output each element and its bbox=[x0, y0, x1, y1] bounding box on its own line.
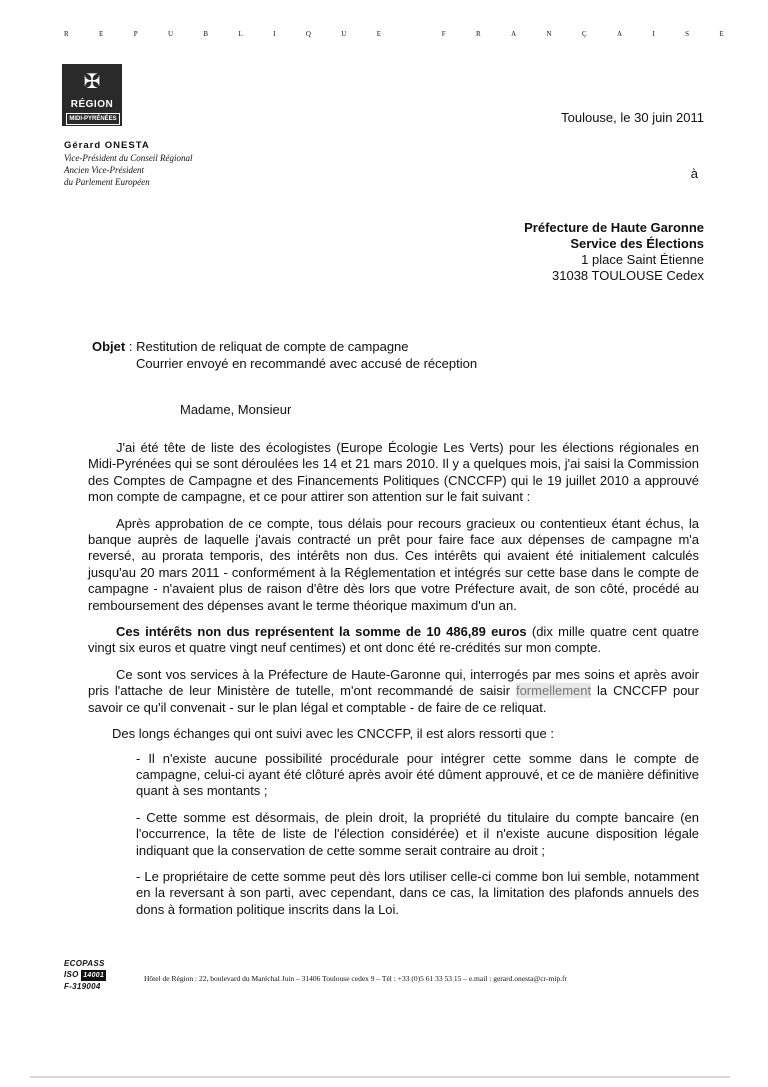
republic-letter: I bbox=[273, 30, 276, 38]
paragraph: Des longs échanges qui ont suivi avec les CNCCFP, il est alors ressorti que : bbox=[112, 726, 554, 742]
amount-statement: Ces intérêts non dus représentent la somme de 10 486,89 euros bbox=[116, 624, 527, 640]
list-item: - Le propriétaire de cette somme peut dès lors utiliser celle-ci comme bon lui semble, notamment en la reversant à son parti, avec cependant, dans ce cas, la limitation des plafonds annuels des dons à formation politique inscrits dans la Loi. bbox=[136, 868, 699, 917]
republic-letter: B bbox=[203, 30, 209, 38]
republique-francaise-header bbox=[64, 30, 724, 38]
paragraph: J'ai été tête de liste des écologistes (Europe Écologie Les Verts) pour les élections régionales en Midi-Pyrénées qui se sont déroulées les 14 et 21 mars 2010. Il y a quelques mois, j'ai saisi la Commission des Comptes de Campagne et des Financements Politiques (CNCCFP) qui le 19 juillet 2010 a approuvé mon compte de campagne, et ce pour attirer son attention sur le fait suivant : bbox=[88, 440, 699, 505]
iso-label: ISO bbox=[64, 970, 79, 979]
republic-letter: N bbox=[546, 30, 552, 38]
paragraph bbox=[88, 667, 699, 716]
sender-name: Gérard ONESTA bbox=[64, 140, 150, 151]
republic-letter: R bbox=[64, 30, 69, 38]
republic-letter: E bbox=[719, 30, 724, 38]
republic-letter: U bbox=[167, 30, 174, 38]
sender-role: Vice-Président du Conseil Régional bbox=[64, 153, 193, 163]
republic-letter: P bbox=[133, 30, 138, 38]
object-line-1: : Restitution de reliquat de compte de campagne bbox=[125, 339, 409, 354]
recipient-line: 1 place Saint Étienne bbox=[581, 252, 704, 267]
recipient-line: 31038 TOULOUSE Cedex bbox=[552, 268, 704, 283]
sender-block bbox=[64, 140, 193, 188]
republic-letter: L bbox=[238, 30, 243, 38]
greeting: Madame, Monsieur bbox=[180, 402, 292, 417]
paragraph-part: Ce sont vos services à la Préfecture de Haute-Garonne qui, interrogés par mes soins et après avoir pris l'attache de leur Ministère de tutelle, m'ont recommandé de saisir bbox=[88, 666, 699, 699]
object-line-2: Courrier envoyé en recommandé avec accusé de réception bbox=[136, 356, 478, 371]
list-item: - Cette somme est désormais, de plein droit, la propriété du titulaire du compte bancaire (en l'occurrence, la tête de liste de l'élection considérée) et il n'existe aucune disposition légale indiquant que la conservation de cette somme serait contraire au droit ; bbox=[136, 809, 699, 858]
footer-address: Hôtel de Région : 22, boulevard du Maréchal Juin – 31406 Toulouse cedex 9 – Tél : +33 (0)5 61 33 53 15 – e.mail : gerard.onesta@cr-mip.fr bbox=[144, 974, 568, 983]
recipient-line: Préfecture de Haute Garonne bbox=[524, 220, 704, 235]
letter-body bbox=[88, 440, 699, 928]
to-mark: à bbox=[690, 166, 698, 181]
amount-detail: (dix mille quatre cent quatre vingt six euros et quatre vingt neuf centimes) et ont donc été re-crédités sur mon compte. bbox=[88, 624, 700, 656]
republic-letter: I bbox=[652, 30, 655, 38]
paragraph-part: la CNCCFP pour savoir ce qu'il convenait - sur le plan légal et comptable - de faire de ce reliquat. bbox=[88, 683, 699, 715]
republic-letter: R bbox=[476, 30, 481, 38]
logo-subtitle: MIDI-PYRÉNÉES bbox=[66, 113, 120, 125]
republic-letter: E bbox=[99, 30, 104, 38]
republic-letter: A bbox=[511, 30, 517, 38]
iso-number: 14001 bbox=[83, 972, 105, 979]
republic-letter: U bbox=[341, 30, 347, 38]
findings-list bbox=[88, 751, 699, 919]
republic-letter: A bbox=[617, 30, 623, 38]
logo-title: RÉGION bbox=[70, 99, 114, 110]
ecopass-label: ECOPASS bbox=[64, 959, 105, 968]
republic-letter: Ç bbox=[581, 30, 587, 38]
republic-letter: E bbox=[376, 30, 381, 38]
recipient-block bbox=[524, 220, 704, 284]
object-label: Objet bbox=[92, 339, 126, 354]
sender-role: Ancien Vice-Président bbox=[64, 165, 145, 175]
republic-letter: F bbox=[441, 30, 446, 38]
republic-letter: Q bbox=[305, 30, 311, 38]
scan-artifact bbox=[30, 1076, 730, 1078]
object-block bbox=[92, 338, 477, 372]
republic-letter: S bbox=[685, 30, 690, 38]
paragraph: Après approbation de ce compte, tous délais pour recours gracieux ou contentieux étant échus, la banque auprès de laquelle j'avais contracté un prêt pour faire face aux dépenses de campagne m'a reversé, au prorata temporis, des intérêts non dus. Ces intérêts qui avaient été initialement calculés jusqu'au 20 mars 2011 - conformément à la Réglementation et intégrés sur cette base dans le compte de campagne - n'avaient plus de raison d'être dès lors que votre Préfecture avait, de son côté, procédé au remboursement des dépenses avant le terme théorique maximum d'un an. bbox=[88, 515, 699, 613]
highlighted-word: formellement bbox=[515, 683, 592, 699]
occitan-cross-icon: ✠ bbox=[83, 71, 101, 93]
list-item: - Il n'existe aucune possibilité procédurale pour intégrer cette somme dans le compte de campagne, celui-ci ayant été clôturé après avoir été dûment approuvé, et ce de manière définitive quant à ses montants ; bbox=[136, 750, 699, 799]
ecopass-certification bbox=[64, 958, 106, 992]
region-logo bbox=[62, 64, 122, 126]
sender-role: du Parlement Européen bbox=[64, 177, 150, 187]
paragraph bbox=[88, 624, 699, 657]
place-date: Toulouse, le 30 juin 2011 bbox=[561, 110, 704, 125]
cert-number: F-319004 bbox=[64, 982, 101, 991]
recipient-line: Service des Élections bbox=[570, 236, 704, 251]
